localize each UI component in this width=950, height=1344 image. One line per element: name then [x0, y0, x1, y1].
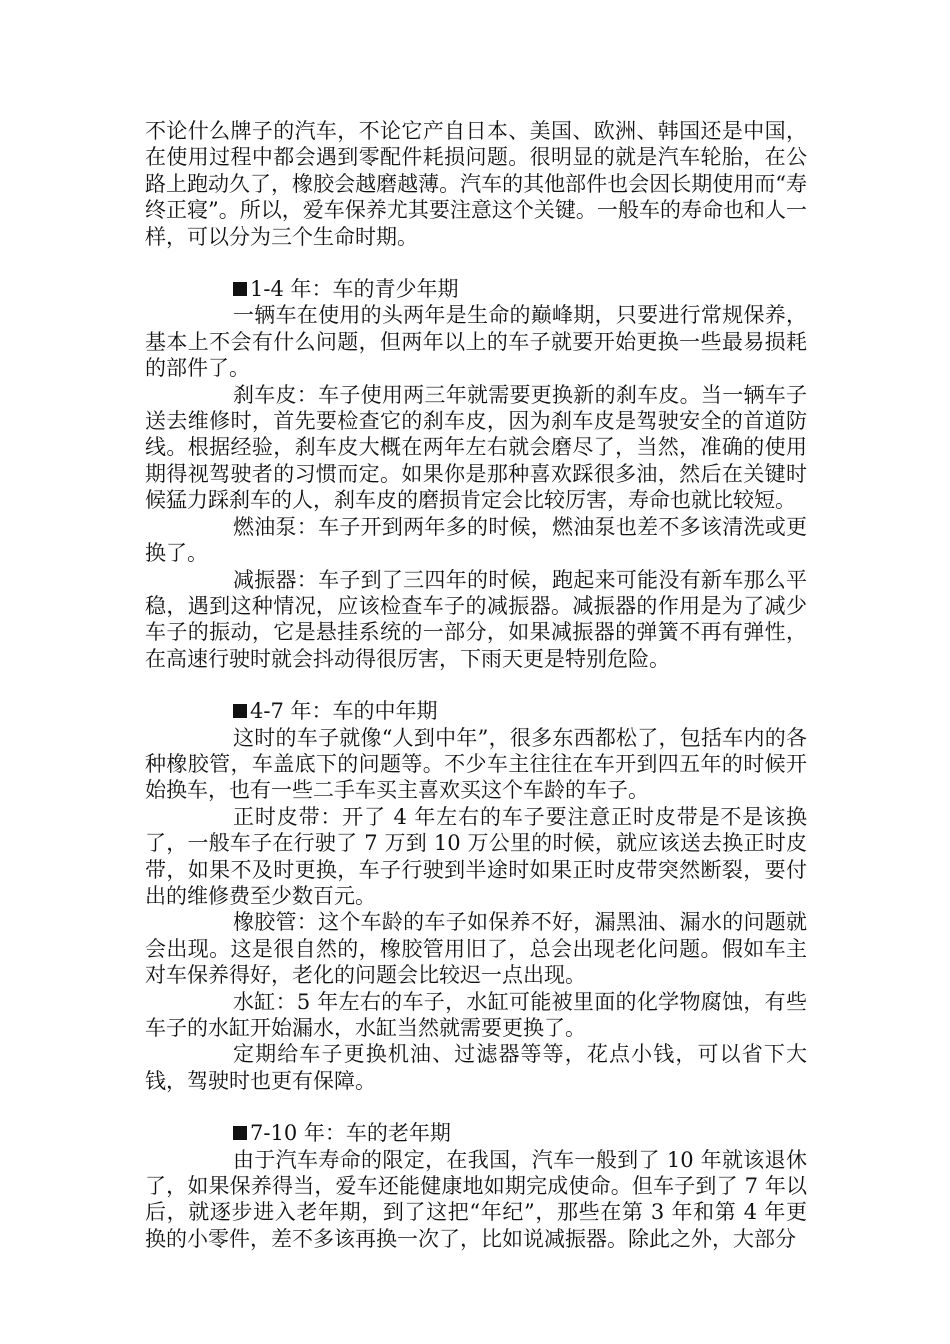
document-page — [145, 118, 807, 1252]
body-paragraph: 这时的车子就像“人到中年”，很多东西都松了，包括车内的各种橡胶管，车盖底下的问题等。不少车主往往在车开到四五年的时候开始换车，也有一些二手车买主喜欢买这个车龄的车子。 — [145, 725, 807, 803]
section-heading — [145, 276, 807, 302]
body-paragraph: 燃油泵：车子开到两年多的时候，燃油泵也差不多该清洗或更换了。 — [145, 514, 807, 566]
section-heading-text: 1-4 年：车的青少年期 — [250, 277, 459, 302]
body-paragraph: 定期给车子更换机油、过滤器等等，花点小钱，可以省下大钱，驾驶时也更有保障。 — [145, 1042, 807, 1093]
body-paragraph: 刹车皮：车子使用两三年就需要更换新的刹车皮。当一辆车子送去维修时，首先要检查它的刹车皮，因为刹车皮是驾驶安全的首道防线。根据经验，刹车皮大概在两年左右就会磨尽了，当然，准确的使用期得视驾驶者的习惯而定。如果你是那种喜欢踩很多油，然后在关键时候猛力踩刹车的人，刹车皮的磨损肯定会比较厉害，寿命也就比较短。 — [145, 382, 807, 513]
section-heading — [145, 698, 807, 724]
section-old-age — [145, 1120, 807, 1252]
square-bullet-icon — [233, 282, 247, 296]
section-heading — [145, 1120, 807, 1146]
body-paragraph: 正时皮带：开了 4 年左右的车子要注意正时皮带是不是该换了，一般车子在行驶了 7 万到 10 万公里的时候，就应该送去换正时皮带，如果不及时更换，车子行驶到半途时如果正时皮带突然断裂，要付出的维修费至少数百元。 — [145, 804, 807, 908]
section-heading-text: 4-7 年：车的中年期 — [250, 699, 438, 724]
body-paragraph: 橡胶管：这个车龄的车子如保养不好，漏黑油、漏水的问题就会出现。这是很自然的，橡胶管用旧了，总会出现老化问题。假如车主对车保养得好，老化的问题会比较迟一点出现。 — [145, 910, 807, 988]
section-middle-age — [145, 698, 807, 1094]
body-paragraph: 由于汽车寿命的限定，在我国，汽车一般到了 10 年就该退休了，如果保养得当，爱车还能健康地如期完成使命。但车子到了 7 年以后，就逐步进入老年期，到了这把“年纪”，那些在第 3 年和第 4 年更换的小零件，差不多该再换一次了，比如说减振器。除此之外，大部分 — [145, 1147, 807, 1251]
body-paragraph: 减振器：车子到了三四年的时候，跑起来可能没有新车那么平稳，遇到这种情况，应该检查车子的减振器。减振器的作用是为了减少车子的振动，它是悬挂系统的一部分，如果减振器的弹簧不再有弹性，在高速行驶时就会抖动得很厉害，下雨天更是特别危险。 — [145, 567, 807, 671]
section-youth — [145, 276, 807, 672]
body-paragraph: 一辆车在使用的头两年是生命的巅峰期，只要进行常规保养，基本上不会有什么问题，但两年以上的车子就要开始更换一些最易损耗的部件了。 — [145, 303, 807, 381]
square-bullet-icon — [233, 704, 247, 718]
intro-paragraph: 不论什么牌子的汽车，不论它产自日本、美国、欧洲、韩国还是中国，在使用过程中都会遇到零配件耗损问题。很明显的就是汽车轮胎，在公路上跑动久了，橡胶会越磨越薄。汽车的其他部件也会因长期使用而“寿终正寝”。所以，爱车保养尤其要注意这个关键。一般车的寿命也和人一样，可以分为三个生命时期。 — [145, 119, 807, 249]
square-bullet-icon — [233, 1126, 247, 1140]
section-heading-text: 7-10 年：车的老年期 — [250, 1121, 451, 1146]
body-paragraph: 水缸：5 年左右的车子，水缸可能被里面的化学物腐蚀，有些车子的水缸开始漏水，水缸当然就需要更换了。 — [145, 989, 807, 1040]
